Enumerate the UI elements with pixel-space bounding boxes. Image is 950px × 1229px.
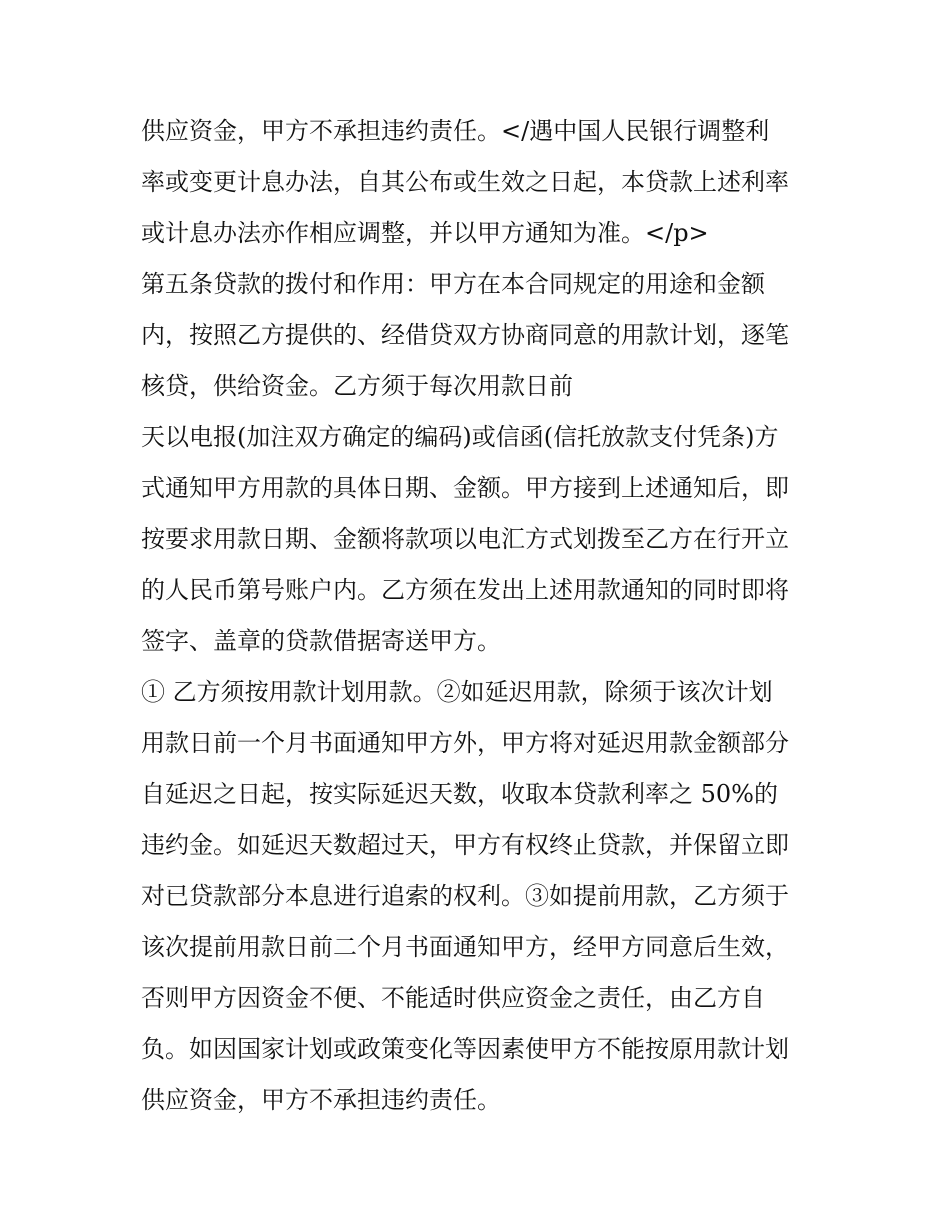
text-line: 用款日前一个月书面通知甲方外，甲方将对延迟用款金额部分: [141, 729, 789, 757]
text-line: 自延迟之日起，按实际延迟天数，收取本贷款利率之 50%的: [141, 780, 778, 808]
text-line: 天以电报(加注双方确定的编码)或信函(信托放款支付凭条)方: [141, 423, 779, 451]
text-line: 供应资金，甲方不承担违约责任。</遇中国人民银行调整利: [141, 117, 770, 145]
text-line: 违约金。如延迟天数超过天，甲方有权终止贷款，并保留立即: [141, 831, 789, 859]
text-line: 第五条贷款的拨付和作用：甲方在本合同规定的用途和金额: [141, 270, 765, 298]
text-line: 式通知甲方用款的具体日期、金额。甲方接到上述通知后，即: [141, 474, 789, 502]
text-line: 对已贷款部分本息进行追索的权利。③如提前用款，乙方须于: [141, 882, 789, 910]
text-line: 或计息办法亦作相应调整，并以甲方通知为准。</p>: [141, 219, 709, 247]
text-line: 按要求用款日期、金额将款项以电汇方式划拨至乙方在行开立: [141, 525, 789, 553]
text-line: 否则甲方因资金不便、不能适时供应资金之责任，由乙方自: [141, 984, 765, 1012]
text-line: 签字、盖章的贷款借据寄送甲方。: [141, 627, 501, 655]
text-line: ① 乙方须按用款计划用款。②如延迟用款，除须于该次计划: [141, 678, 773, 706]
text-line: 率或变更计息办法，自其公布或生效之日起，本贷款上述利率: [141, 168, 789, 196]
text-line: 供应资金，甲方不承担违约责任。: [141, 1086, 501, 1114]
text-line: 核贷，供给资金。乙方须于每次用款日前: [141, 372, 573, 400]
text-line: 内，按照乙方提供的、经借贷双方协商同意的用款计划，逐笔: [141, 321, 789, 349]
text-line: 该次提前用款日前二个月书面通知甲方，经甲方同意后生效，: [141, 933, 789, 961]
document-body: [141, 106, 821, 1126]
text-line: 负。如因国家计划或政策变化等因素使甲方不能按原用款计划: [141, 1035, 789, 1063]
text-line: 的人民币第号账户内。乙方须在发出上述用款通知的同时即将: [141, 576, 789, 604]
